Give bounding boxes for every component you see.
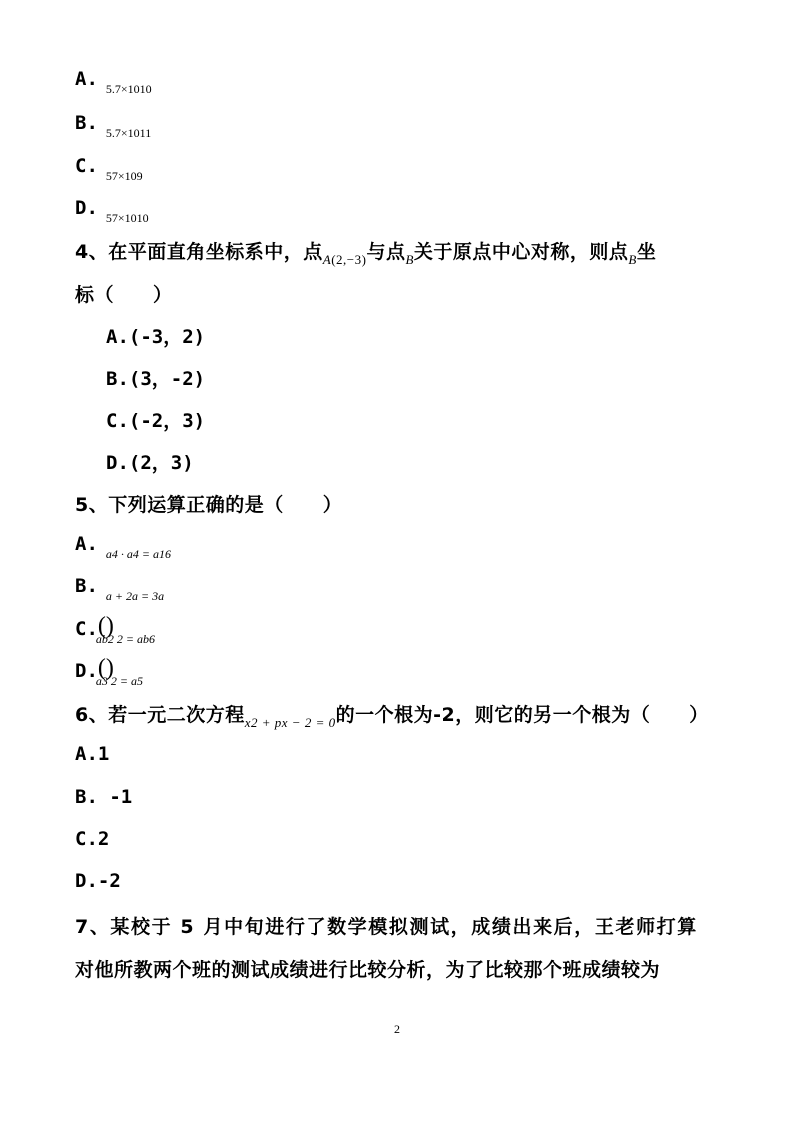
q5-option-a [75,533,171,561]
q3-option-b [75,112,152,140]
option-math: ab2 2 = ab6 [95,632,155,646]
point-a-coords: (2,−3) [331,252,367,267]
option-math: 5.7×1010 [105,82,152,96]
q4-option-a: A.(-3，2) [106,326,206,348]
q6-option-b: B. -1 [75,786,133,808]
q5-option-b [75,575,165,603]
q6-text: 6、若一元二次方程 [75,704,245,726]
option-math: a4 · a4 = a16 [105,547,171,561]
q3-option-a [75,68,152,96]
option-math: 57×1010 [105,211,149,225]
q4-option-b: B.(3，-2) [106,368,206,390]
paren-glyph: () [97,613,114,639]
q4-text: 坐 [636,241,657,263]
q6-equation: x2 + px − 2 = 0 [244,715,336,730]
q4-option-d: D.(2，3) [106,452,194,474]
q7-stem-line2: 对他所教两个班的测试成绩进行比较分析，为了比较那个班成绩较为 [75,959,661,981]
option-letter: B. [75,112,98,134]
paren-glyph: () [97,655,114,681]
option-letter: D. [75,660,98,682]
q5-option-d [75,655,143,688]
option-math: 5.7×1011 [105,126,152,140]
q5-option-c [75,613,155,646]
option-letter: A. [75,68,98,90]
q7-stem-line1: 7、某校于 5 月中旬进行了数学模拟测试，成绩出来后，王老师打算 [75,916,698,938]
q4-text: 与点 [366,241,406,263]
point-b-label: B [405,252,414,267]
option-letter: D. [75,197,98,219]
q3-option-d [75,197,149,225]
q4-stem-line2 [75,280,173,307]
q4-text: 标（ ） [75,284,173,306]
q6-option-d: D.-2 [75,870,121,892]
q6-text: 的一个根为-2，则它的另一个根为（ ） [335,704,709,726]
option-math: a3 2 = a5 [95,674,143,688]
q4-stem-line1 [75,237,657,267]
option-letter: C. [75,618,98,640]
q4-text: 关于原点中心对称，则点 [413,241,629,263]
point-b-label: B [628,252,637,267]
point-a-label: A [322,252,332,267]
q6-stem [75,700,709,730]
option-letter: B. [75,575,98,597]
q6-option-a: A.1 [75,743,110,765]
option-math: 57×109 [105,169,143,183]
page-number: 2 [394,1022,400,1036]
option-letter: A. [75,533,98,555]
q6-option-c: C.2 [75,828,110,850]
q5-stem: 5、下列运算正确的是（ ） [75,494,343,516]
q3-option-c [75,155,143,183]
q4-text: 4、在平面直角坐标系中，点 [75,241,323,263]
option-letter: C. [75,155,98,177]
q4-option-c: C.(-2，3) [106,410,206,432]
option-math: a + 2a = 3a [105,589,165,603]
